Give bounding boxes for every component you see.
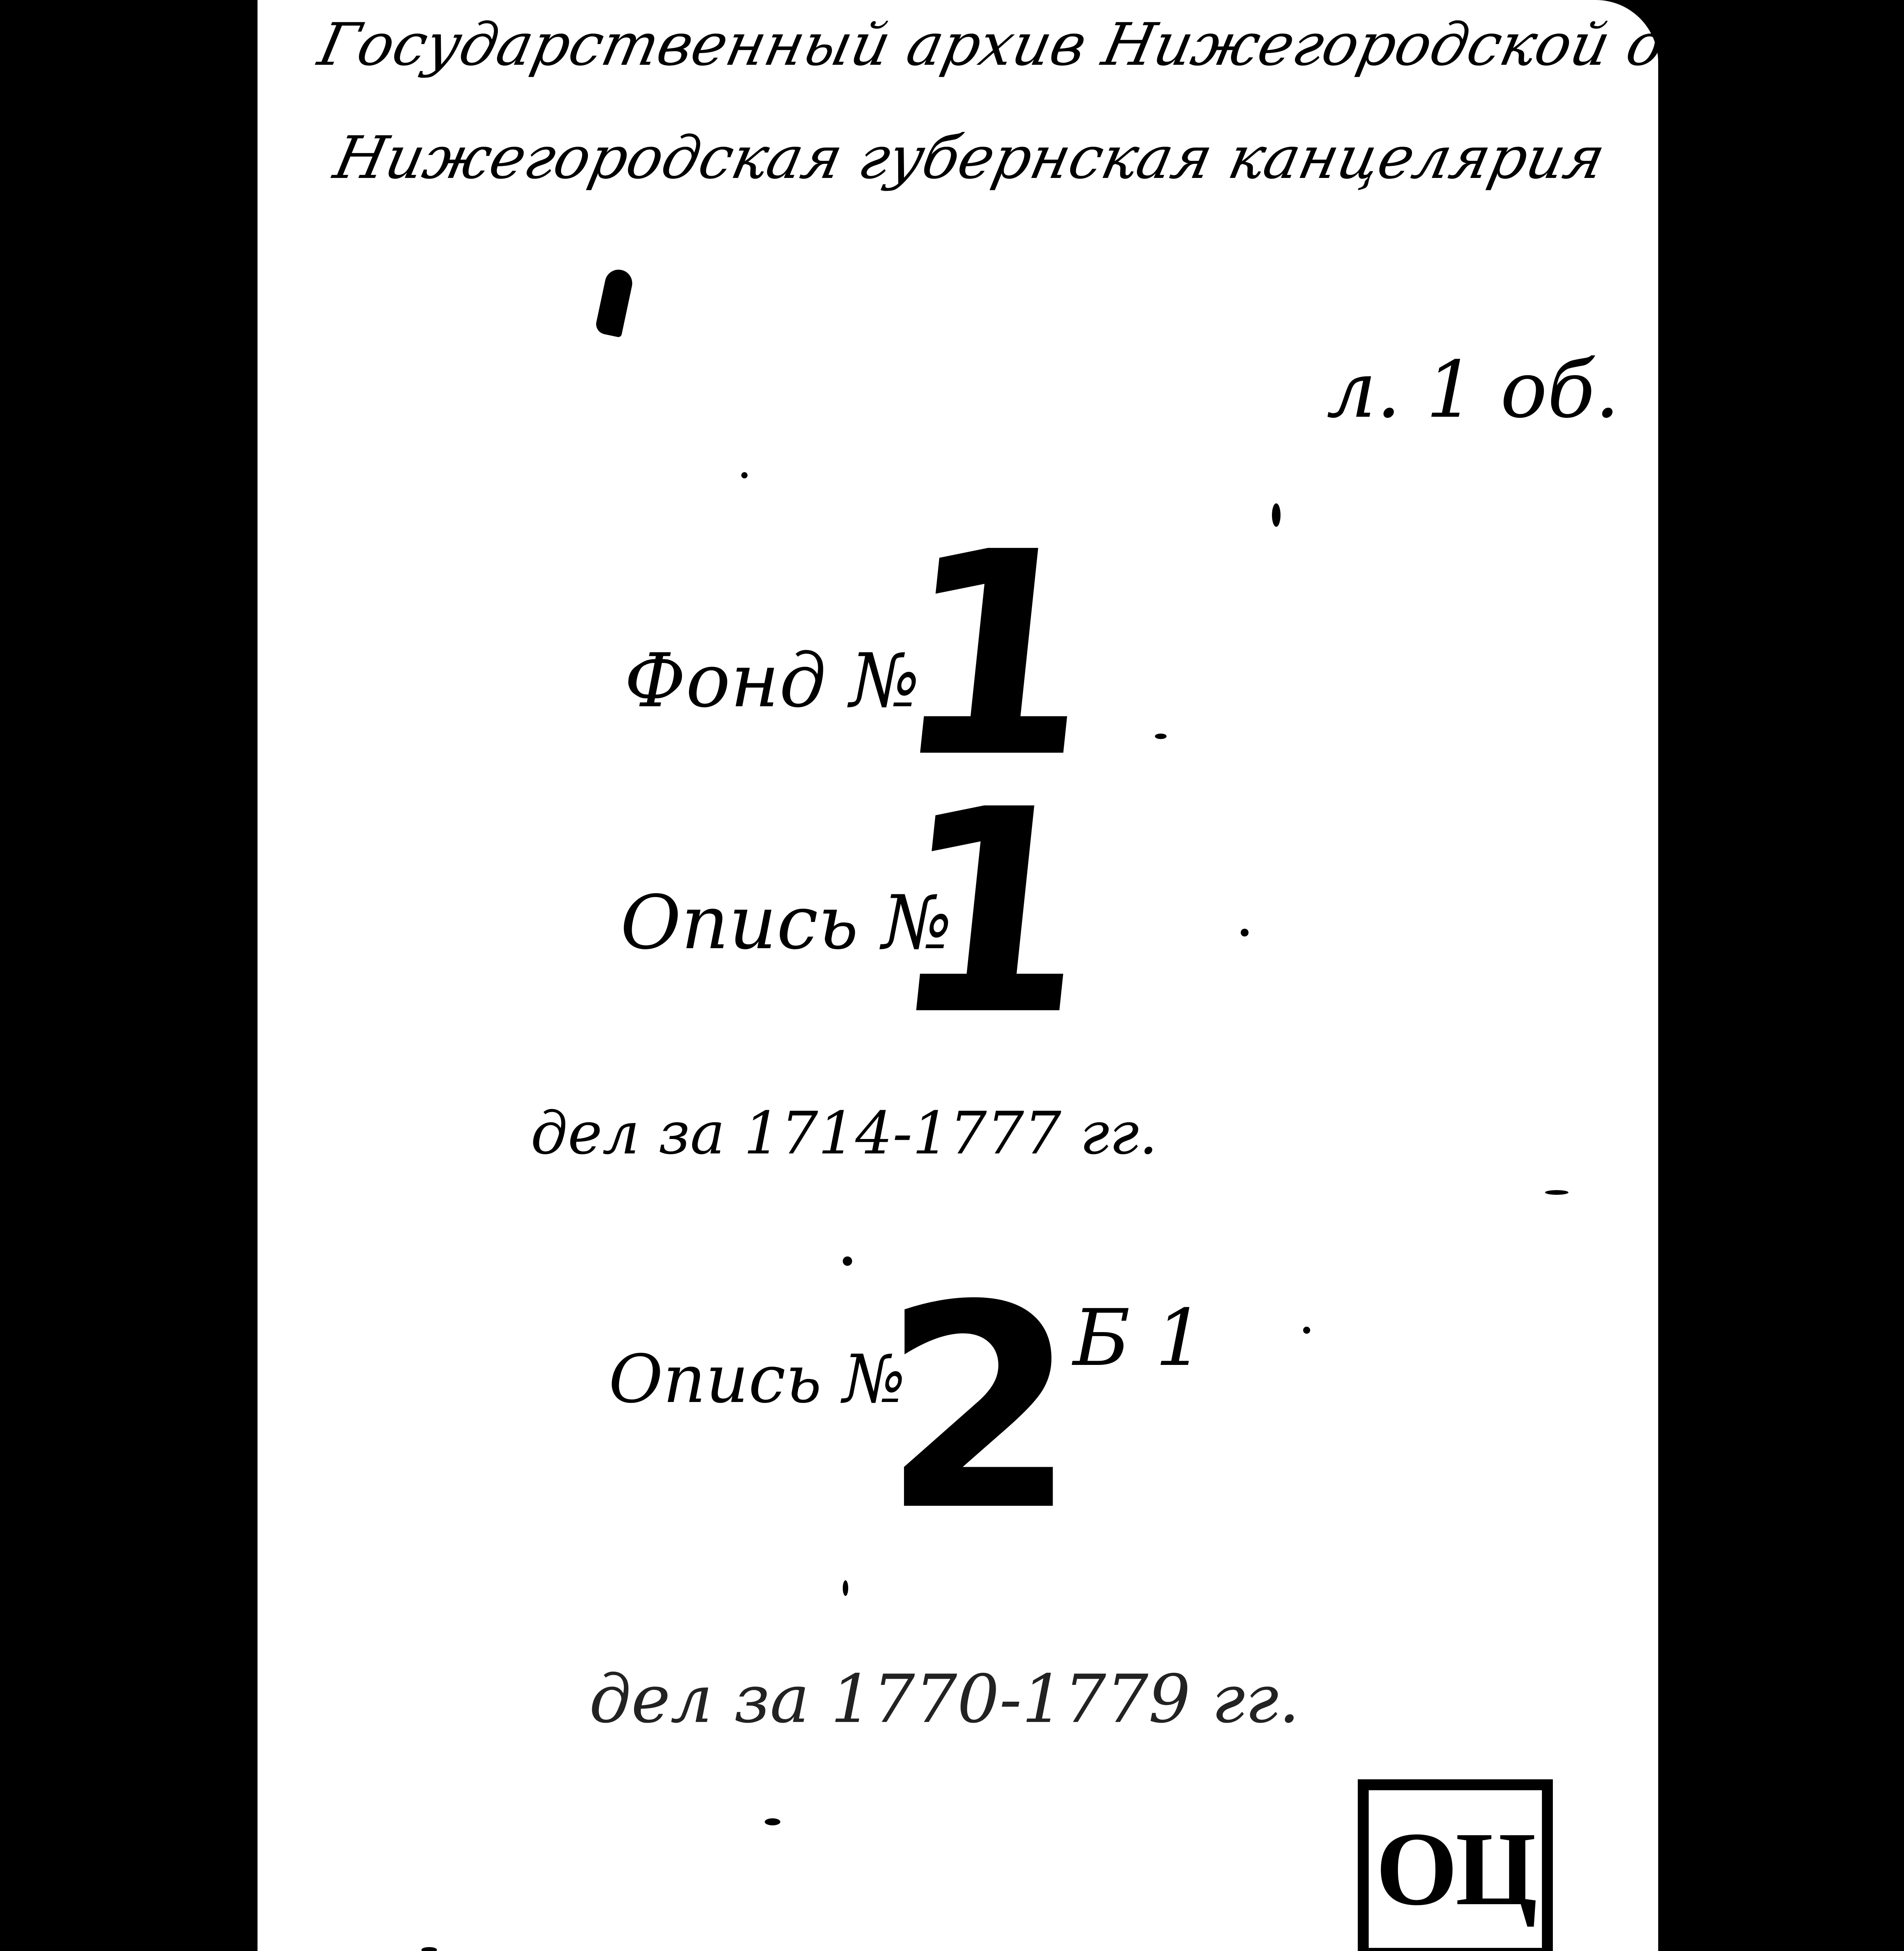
ink-mark: [594, 267, 635, 338]
sheet-reference: л. 1 об.: [1327, 345, 1620, 435]
scan-speck: [421, 1947, 437, 1951]
opis-1-label: Опись №: [620, 880, 952, 966]
archive-cover-page: [258, 0, 1904, 1951]
fond-number: 1: [880, 492, 1110, 819]
fond-label: Фонд №: [624, 638, 920, 724]
scan-speck: [843, 1256, 852, 1266]
scan-speck: [1303, 1327, 1310, 1334]
archive-stamp: [1358, 1779, 1553, 1951]
scan-speck: [1272, 503, 1281, 527]
scan-speck: [843, 1580, 848, 1596]
scan-speck: [1241, 929, 1249, 936]
opis-2-dates: дел за 1770-1779 гг.: [589, 1661, 1300, 1738]
book-binding: [0, 0, 258, 1951]
opis-2-label: Опись №: [609, 1341, 906, 1418]
scan-speck: [1545, 1190, 1568, 1195]
opis-2-number: 2: [882, 1245, 1077, 1572]
opis-1-number: 1: [876, 750, 1107, 1077]
scan-speck: [765, 1818, 780, 1825]
opis-2-annotation: Б 1: [1073, 1293, 1205, 1384]
chancellery-name: Нижегородская губернская канцелярия: [328, 124, 1611, 192]
scan-speck: [1155, 734, 1167, 739]
stamp-text: ОЦ: [1375, 1811, 1535, 1927]
archive-name: Государственный архив Нижегородской области: [313, 11, 1904, 79]
scan-speck: [741, 472, 748, 478]
opis-1-dates: дел за 1714-1777 гг.: [531, 1100, 1158, 1167]
